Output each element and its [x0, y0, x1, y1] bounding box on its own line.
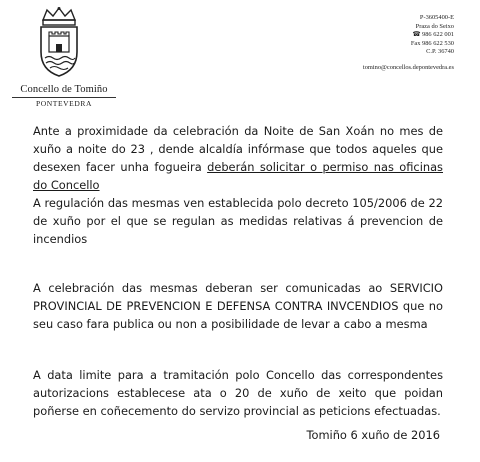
org-province: PONTEVEDRA — [12, 97, 116, 108]
coat-of-arms-icon — [33, 6, 85, 78]
contact-line: Praza do Seixo — [415, 22, 454, 30]
contact-block — [411, 14, 454, 57]
contact-line: C.P. 36740 — [426, 48, 454, 56]
contact-line: ☎ 986 622 001 — [412, 31, 454, 39]
paragraph-3: A celebración das mesmas deberan ser comunicadas ao SERVICIO PROVINCIAL DE PREVENCION E DEFENSA CONTRA INVCENDIOS que no seu caso fara publica ou non a posibilidade de levar a cabo a mesma — [33, 281, 443, 331]
contact-line: Fax 986 622 530 — [410, 39, 454, 47]
paragraph-1 — [33, 122, 443, 194]
paragraph-1-underlined: deberán solicitar o permiso nas oficinas do Concello — [33, 160, 443, 192]
contact-line: P-3605400-E — [419, 14, 454, 21]
paragraph-4: A data limite para a tramitación polo Concello das correspondentes autorizacions establecese ata o 20 de xuño de xeito que poidan poñerse en coñecemento do servizo provincial as peticions efectuadas. — [33, 368, 443, 418]
contact-email: tomino@concellos.depontevedra.es — [362, 64, 454, 71]
org-name: Concello de Tomiño — [20, 84, 108, 95]
paragraph-2: A regulación das mesmas ven establecida polo decreto 105/2006 de 22 de xuño por el que se regulan as medidas relativas á prevencion de incendios — [33, 196, 443, 246]
date-signature: Tomiño 6 xuño de 2016 — [306, 428, 440, 442]
paragraph-1-text: Ante a proximidade da celebración da Noite de San Xoán no mes de xuño a noite do 23 , dende alcaldía infórmase que todos aqueles que desexen facer unha fogueira — [33, 124, 443, 174]
